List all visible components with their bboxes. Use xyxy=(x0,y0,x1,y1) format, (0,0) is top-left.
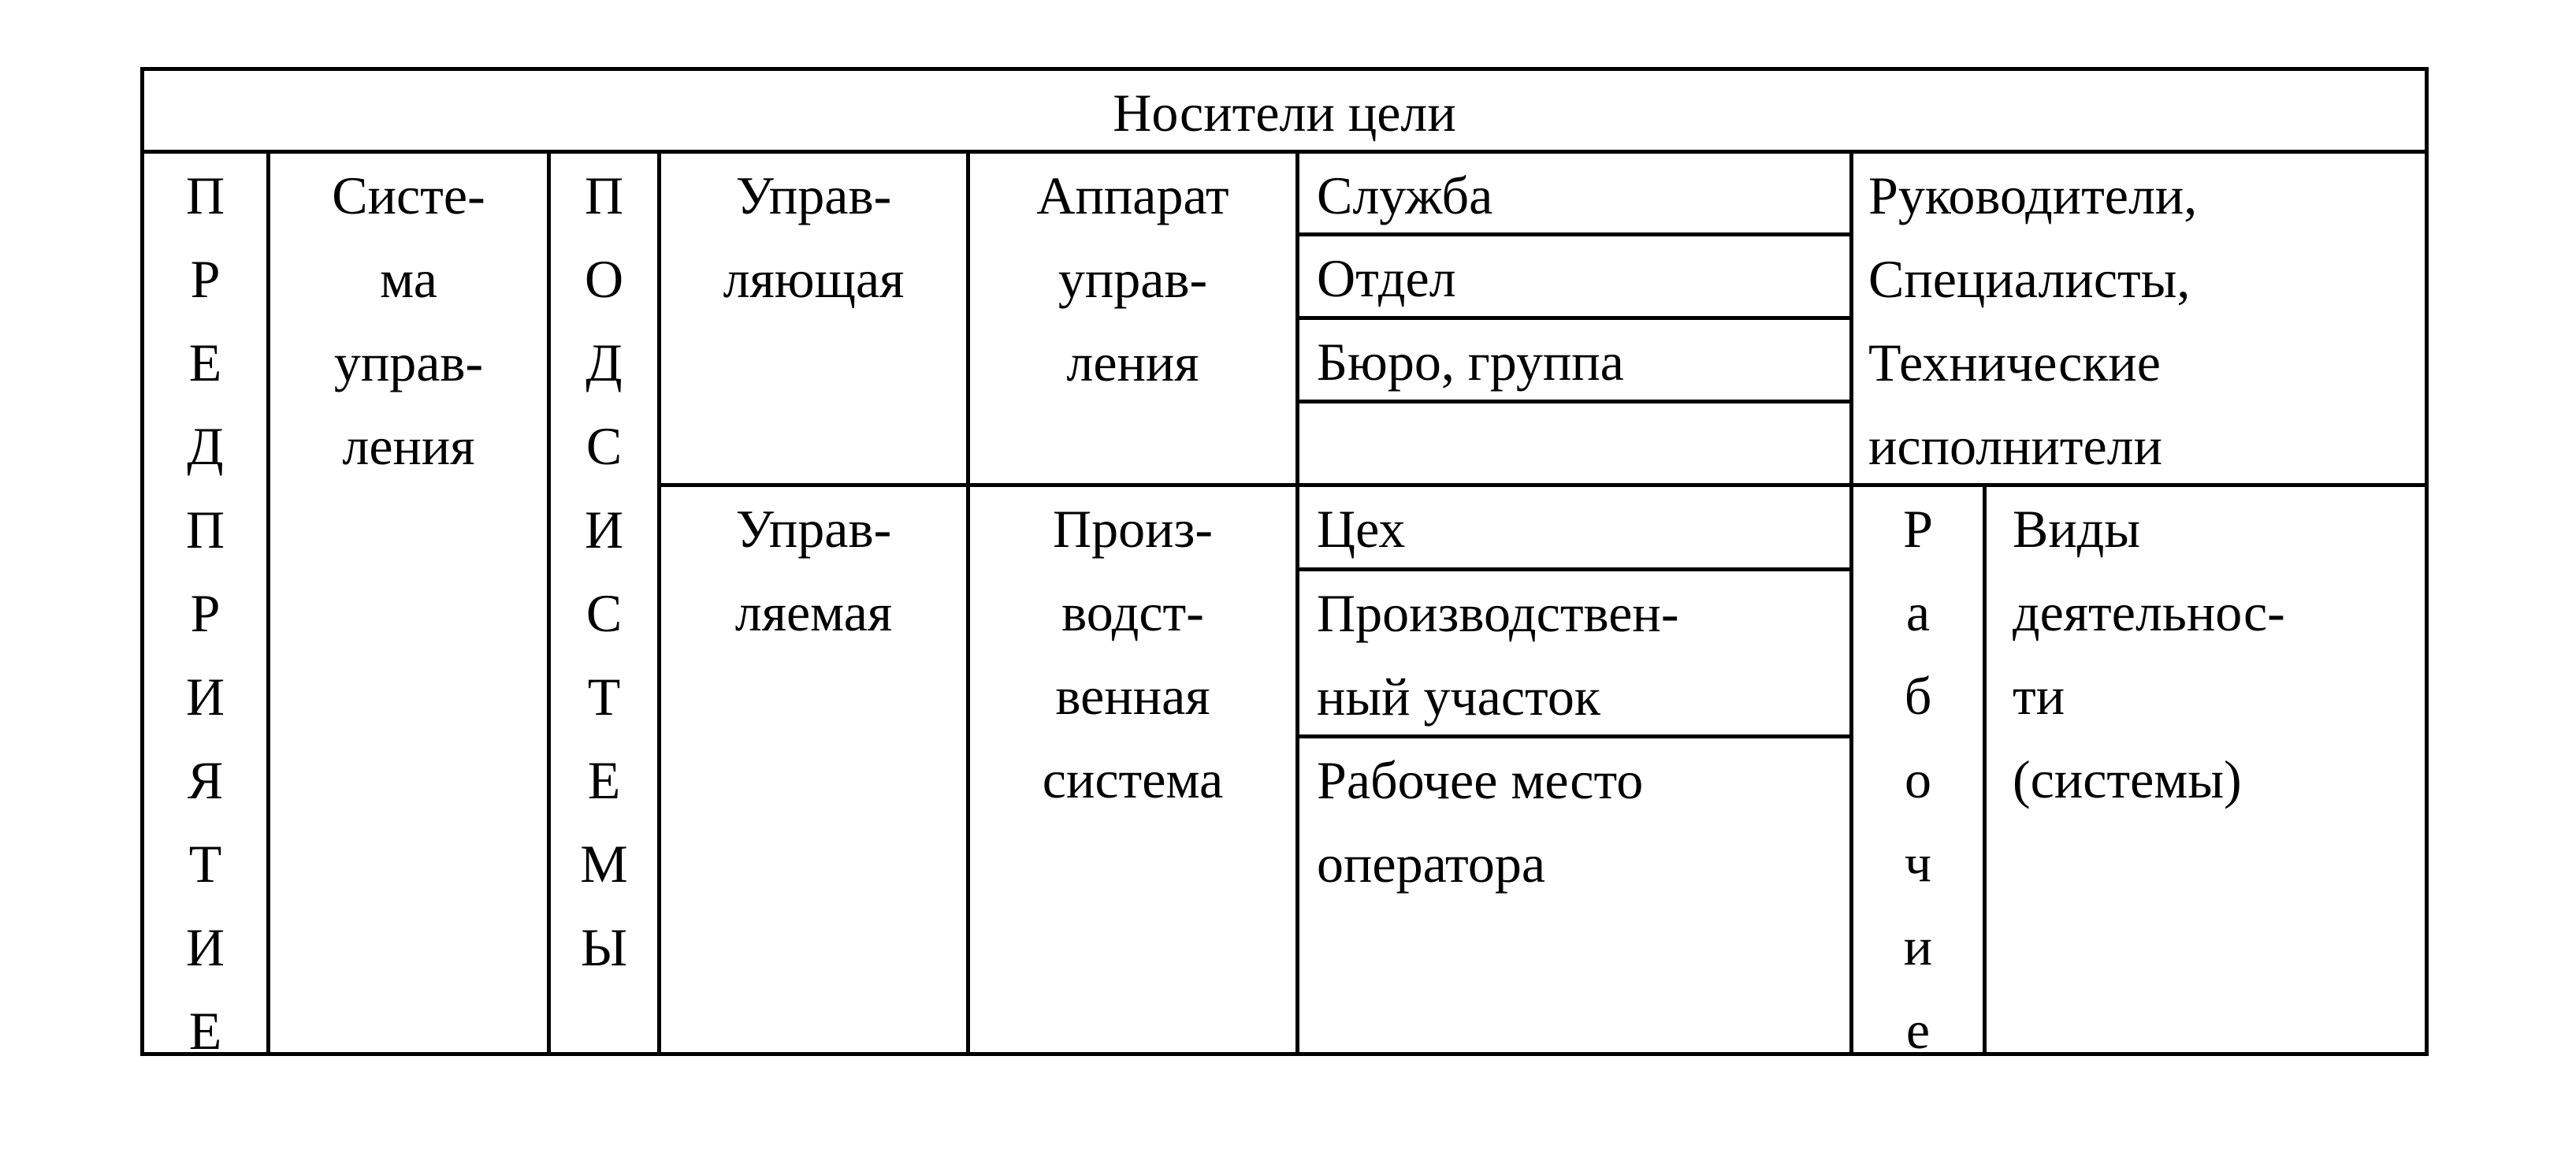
proizvodstvennaya-sistema-cell: Произ- водст- венная система xyxy=(1042,499,1224,809)
proizvodstvennyy-uchastok-cell: Производствен- ный участок xyxy=(1317,583,1679,727)
sluzhba-cell: Служба xyxy=(1317,165,1493,225)
apparat-upravleniya-cell: Аппарат управ- ления xyxy=(1036,165,1229,392)
personnel-cell: Руководители, Специалисты, Технические исполнители xyxy=(1868,165,2198,476)
rabochee-mesto-cell: Рабочее место оператора xyxy=(1317,750,1644,894)
carriers-of-goal-table xyxy=(140,67,2429,1061)
tsekh-cell: Цех xyxy=(1317,499,1406,559)
otdel-cell: Отдел xyxy=(1317,248,1456,308)
byuro-gruppa-cell: Бюро, группа xyxy=(1317,332,1624,392)
vidy-deyatelnosti-cell: Виды деятельнос- ти (системы) xyxy=(2013,499,2285,809)
table-title: Носители цели xyxy=(1113,83,1456,143)
upravlyayushchaya-cell: Управ- ляющая xyxy=(723,165,905,309)
col-divider-5 xyxy=(1295,150,1299,1052)
predpriyatie-vertical-label: П Р Е Д П Р И Я Т И Е xyxy=(185,165,225,1061)
col-divider-7 xyxy=(1983,483,1987,1052)
sistema-upravleniya-cell: Систе- ма управ- ления xyxy=(332,165,485,476)
rabochie-vertical-label: Р а б о ч и е xyxy=(1903,499,1933,1060)
upravlyaemaya-cell: Управ- ляемая xyxy=(734,499,893,642)
podsistemy-vertical-label: П О Д С И С Т Е М Ы xyxy=(580,165,628,977)
